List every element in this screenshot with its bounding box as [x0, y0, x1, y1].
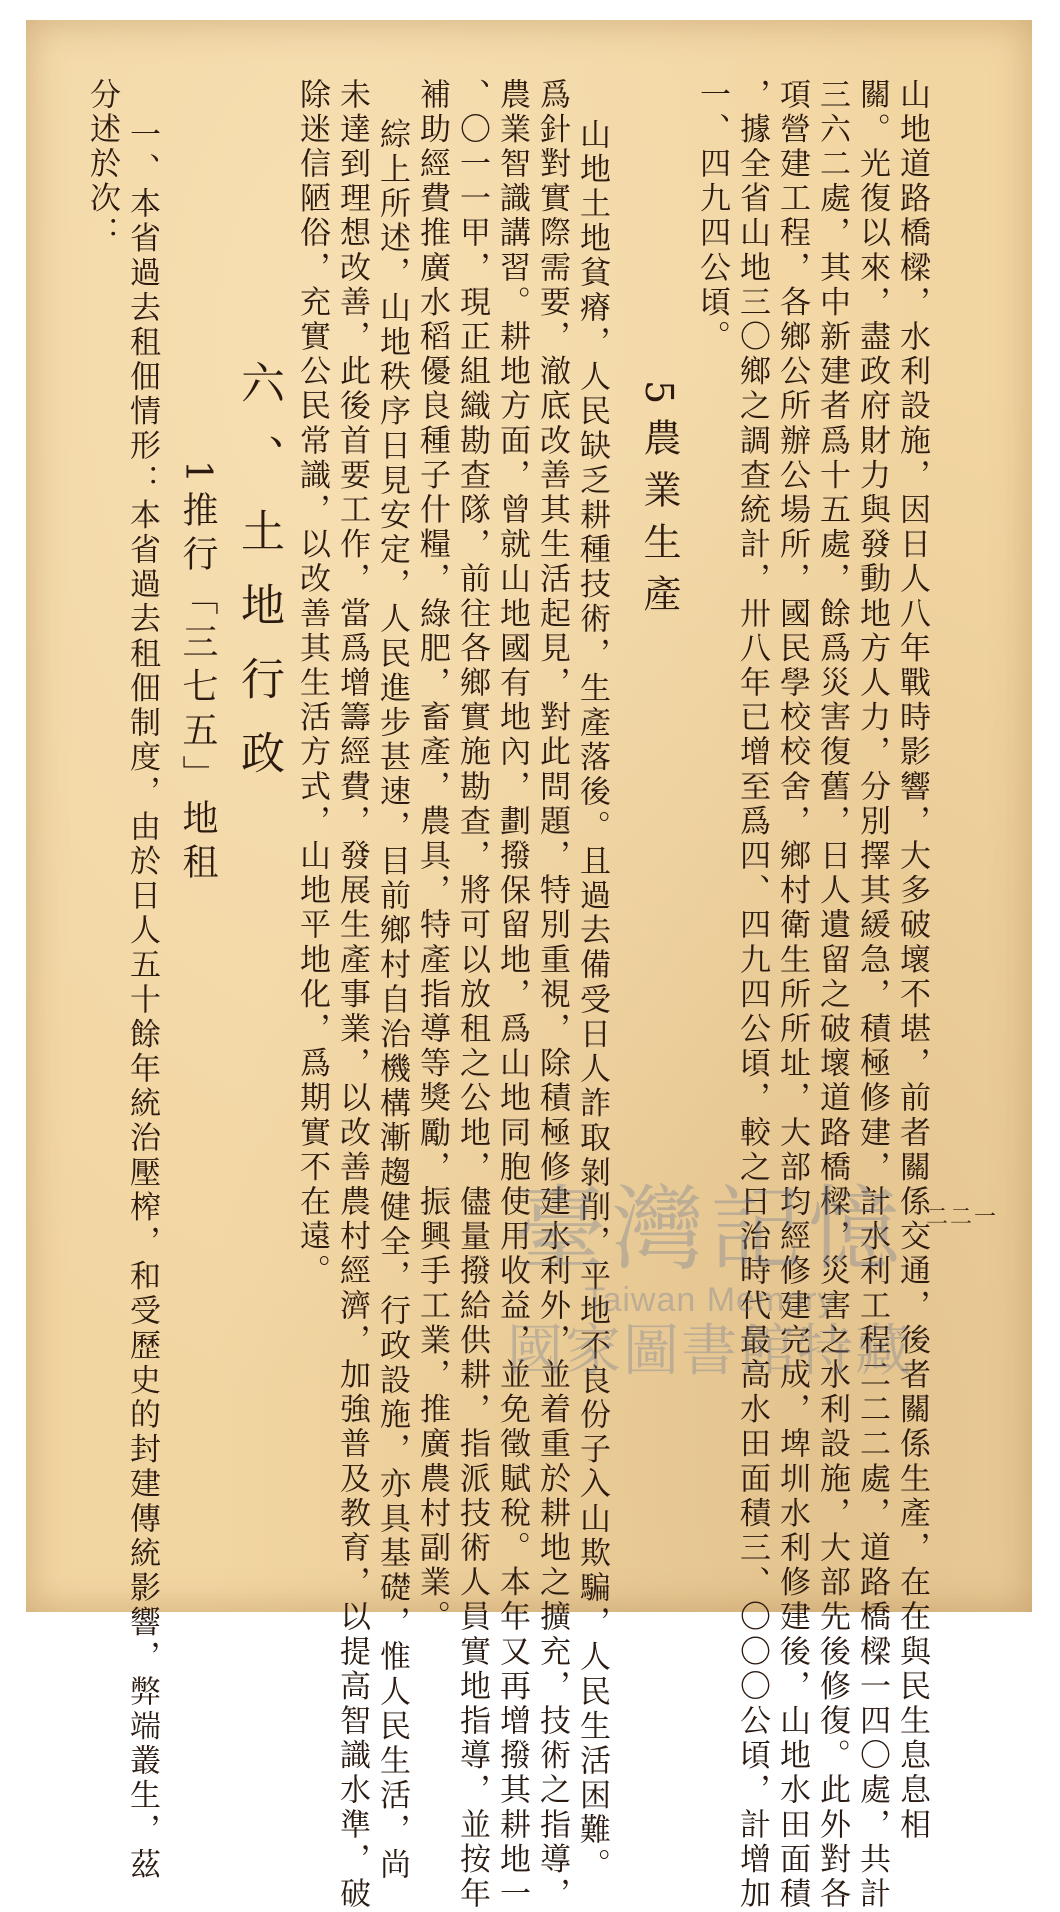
- watermark: [460, 1176, 960, 1384]
- paragraph-line: ，據全省山地三〇鄉之調查統計，卅八年已增至爲四、四九四公頃，較之日治時代最高水田面積三、〇〇〇公頃，計增加: [734, 78, 770, 1912]
- paragraph-line: 項營建工程，各鄉公所辦公場所，國民學校校舍，鄉村衛生所所址，大部均經修建完成，埤圳水利修建後，山地水田面積: [774, 78, 810, 1912]
- paragraph-line: 農業智識講習。耕地方面，曾就山地國有地內，劃撥保留地，爲山地同胞使用收益，並免徵賦稅。本年又再增撥其耕地一: [494, 78, 530, 1912]
- page-number: 二二一: [926, 1205, 999, 1230]
- paragraph-line: 爲針對實際需要，澈底改善其生活起見，對此問題，特別重視，除積極修建水利外，並着重於耕地之擴充，技術之指導，: [534, 78, 570, 1912]
- section-heading: 5農業生產: [637, 380, 681, 627]
- paragraph-line: 一、本省過去租佃情形：本省過去租佃制度，由於日人五十餘年統治壓榨，和受歷史的封建傳統影響，弊端叢生，茲: [124, 118, 160, 1883]
- watermark-organization: 國家圖書館特藏: [507, 1319, 913, 1384]
- paragraph-line: 綜上所述，山地秩序日見安定，人民進步甚速，目前鄉村自治機構漸趨健全，行政設施，亦具基礎，惟人民生活，尚: [374, 118, 410, 1883]
- paragraph-line: 三六二處，其中新建者爲十五處，餘爲災害復舊，日人遺留之破壞道路橋樑，災害之水利設施，大部先後修復。此外對各: [814, 78, 850, 1912]
- paragraph-line: 未達到理想改善，此後首要工作，當爲增籌經費，發展生產事業，以改善農村經濟，加強普及教育，以提高智識水準，破: [334, 78, 370, 1912]
- paragraph-line: 關。光復以來，盡政府財力與發動地方人力，分別擇其緩急，積極修建，計水利工程二二二處，道路橋樑一四〇處，共計: [854, 78, 890, 1912]
- subsection-heading: 1推行「三七五」地租: [177, 460, 218, 887]
- paragraph-line: 補助經費推廣水稻優良種子什糧，綠肥，畜產，農具，特產指導等獎勵，振興手工業，推廣農村副業。: [414, 78, 450, 1635]
- watermark-subtitle: Taiwan Memory: [584, 1281, 836, 1319]
- paragraph-line: 山地土地貧瘠，人民缺乏耕種技術，生產落後。且過去備受日人詐取剝削，平地不良份子入山欺騙，人民生活困難。: [574, 118, 610, 1883]
- paragraph-line: 一、四九四公頃。: [694, 78, 730, 355]
- watermark-title: 臺灣記憶: [513, 1176, 906, 1283]
- paragraph-line: 、〇一一甲，現正組織勘查隊，前往各鄉實施勘查，將可以放租之公地，儘量撥給供耕，指派技術人員實地指導，並按年: [454, 78, 490, 1912]
- paragraph-line: 分述於次：: [84, 78, 120, 251]
- chapter-heading: 六、土地行政: [233, 360, 284, 804]
- paragraph-line: 除迷信陋俗，充實公民常識，以改善其生活方式，山地平地化，爲期實不在遠。: [294, 78, 330, 1289]
- paragraph-line: 山地道路橋樑，水利設施，因日人八年戰時影響，大多破壞不堪，前者關係交通，後者關係生產，在在與民生息息相: [894, 78, 930, 1843]
